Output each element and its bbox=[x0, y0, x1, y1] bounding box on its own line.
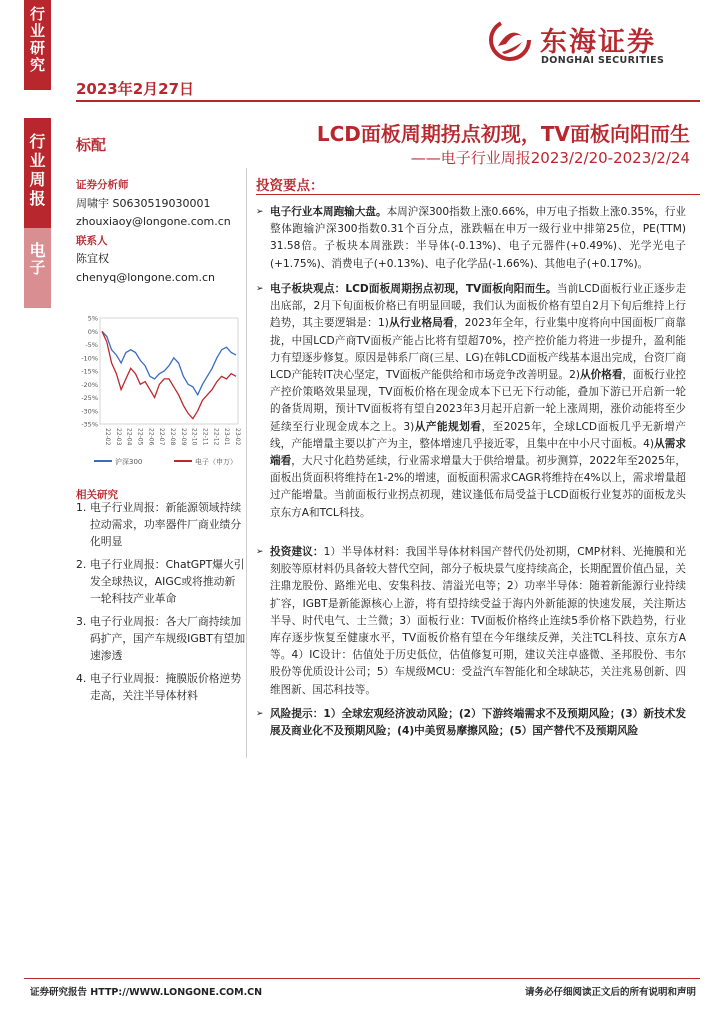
category-tag-text: 行业研究 bbox=[29, 5, 45, 74]
sector-view-body-1: 当前LCD面板行业正逐步走出底部，2月下旬面板价格已有明显回暖，我们认为面板价格有望自2月下旬后维持上行趋势，其主要逻辑是：1) bbox=[270, 283, 686, 330]
footer-disclaimer: 请务必仔细阅读正文后的所有说明和声明 bbox=[524, 987, 696, 998]
sector-view-body-3: ，面板行业控产控价策略效果显现，TV面板价格在现金成本下已无下行动能，叠加下游已开启新一轮的备货周期，预计TV面板将有望自2023年3月起开启新一轮上涨周期，涨价动能将至少延续至行业现金成本之上。3) bbox=[270, 369, 687, 433]
related-research-item[interactable] bbox=[76, 556, 246, 607]
sector-view-body-4: ，至2025年，全球LCD面板几乎无新增产线，产能增量主要以扩产为主，整体增速几乎接近零，且集中在中小尺寸面板。4) bbox=[270, 420, 687, 450]
contact-label: 联系人 bbox=[76, 234, 108, 247]
sector-view-head: 电子板块观点：LCD面板周期拐点初现，TV面板向阳而生。 bbox=[270, 283, 557, 295]
weekly-review-paragraph bbox=[256, 204, 686, 273]
y-tick-label: -25% bbox=[81, 394, 98, 402]
footer-divider bbox=[24, 978, 700, 979]
related-research-title: 相关研究 bbox=[76, 489, 118, 501]
related-research-item[interactable] bbox=[76, 499, 246, 550]
bullet-icon: ➢ bbox=[256, 207, 264, 217]
y-tick-label: -15% bbox=[81, 367, 98, 376]
x-tick-label: 22-10 bbox=[190, 428, 198, 446]
contact-name: 陈宜权 bbox=[76, 252, 109, 265]
advice-body: 1）半导体材料：我国半导体材料国产替代仍处初期，CMP材料、光掩膜和光刻胶等原材料仍具备较大替代空间，部分子板块景气度持续高企，长期配置价值凸显，关注鼎龙股份、路维光电、安集科技、清溢光电等；2）功率半导体：随着新能源行业持续扩容，IGBT是新能源核心上游，将有望持续受益于海内外新能源的快速发展，关注斯达半导、时代电气、士兰微；3）面板行业：TV面板价格终止连续5季价格下跌趋势，行业库存逐步恢复至健康水平，TV面板价格有望在今年继续反弹，关注TCL科技、京东方A等。4）IC设计：估值处于历史低位，估值修复可期，建议关注卓盛微、圣邦股份、韦尔股份等优质设计公司；5）车规级MCU：受益汽车智能化和全球缺芯，关注兆易创新、四维图新、国芯科技等。 bbox=[270, 546, 686, 696]
header-divider bbox=[76, 100, 700, 102]
column-divider bbox=[246, 168, 247, 758]
risk-body: 1）全球宏观经济波动风险；(2）下游终端需求不及预期风险；(3）新技术发展及商业化不及预期风险；(4)中美贸易摩擦风险；(5）国产替代不及预期风险 bbox=[270, 708, 687, 738]
weekly-review-head: 电子行业本周跑输大盘。 bbox=[270, 206, 387, 218]
sector-view-b1: 从行业格局看 bbox=[388, 317, 454, 330]
legend-label: 电子（申万） bbox=[195, 458, 237, 466]
x-tick-label: 22-02 bbox=[104, 428, 111, 446]
rating-label: 标配 bbox=[76, 136, 107, 154]
logo-cn-text: 东海证券 bbox=[540, 27, 656, 58]
x-tick-label: 22-04 bbox=[125, 428, 133, 446]
analyst-label: 证券分析师 bbox=[76, 179, 129, 191]
key-points-heading: 投资要点： bbox=[256, 178, 324, 194]
risk-head: 风险提示： bbox=[270, 708, 324, 720]
key-points-divider bbox=[256, 194, 700, 195]
sector-tag-text: 电子 bbox=[29, 241, 46, 277]
x-tick-label: 22-12 bbox=[212, 428, 220, 446]
legend-label: 沪深300 bbox=[115, 458, 143, 466]
y-tick-label: 0% bbox=[87, 327, 98, 336]
contact-email[interactable]: chenyq@longone.com.cn bbox=[76, 270, 215, 284]
chart-frame bbox=[100, 318, 238, 424]
report-type-tag bbox=[24, 118, 51, 228]
related-item-number: 3. bbox=[76, 615, 87, 628]
analyst-email[interactable]: zhouxiaoy@longone.com.cn bbox=[76, 215, 231, 228]
x-tick-label: 22-07 bbox=[158, 428, 166, 446]
bullet-icon: ➢ bbox=[256, 709, 264, 719]
related-research-item[interactable] bbox=[76, 670, 246, 704]
x-tick-label: 23-01 bbox=[223, 428, 231, 446]
related-item-text: 电子行业周报：各大厂商持续加码扩产，国产车规级IGBT有望加速渗透 bbox=[90, 615, 246, 662]
x-tick-label: 22-03 bbox=[114, 428, 122, 446]
analyst-name: 周啸宇 S0630519030001 bbox=[76, 196, 211, 210]
related-research-list bbox=[76, 499, 246, 710]
x-tick-label: 22-09 bbox=[179, 428, 187, 446]
sector-view-b2: 从价格看 bbox=[580, 369, 623, 382]
risk-paragraph bbox=[256, 706, 686, 740]
donghai-logo-icon bbox=[488, 18, 532, 62]
report-subtitle: ——电子行业周报2023/2/20-2023/2/24 bbox=[410, 149, 690, 167]
advice-head: 投资建议： bbox=[270, 546, 324, 558]
category-tag bbox=[24, 0, 51, 90]
related-item-text: 电子行业周报：ChatGPT爆火引发全球热议，AIGC或将推动新一轮科技产业革命 bbox=[90, 558, 245, 605]
sector-tag bbox=[24, 228, 51, 308]
weekly-review-body: 本周沪深300指数上涨0.66%，申万电子指数上涨0.35%，行业整体跑输沪深300指数0.31个百分点，涨跌幅在申万一级行业中排第25位，PE(TTM) 31.58倍。子板块本周涨跌：半导体(-0.13%)、电子元器件(+0.49%)、光学光电子(+1.75%)、消费电子(+0.13%)、电子化学品(-1.66%)、其他电子(+0.17%)。 bbox=[270, 206, 687, 270]
bullet-icon: ➢ bbox=[256, 284, 264, 294]
y-tick-label: -35% bbox=[81, 420, 98, 429]
analyst-block bbox=[76, 176, 246, 287]
logo-en-text: DONGHAI SECURITIES bbox=[541, 55, 665, 66]
sector-view-paragraph bbox=[256, 281, 686, 522]
series-line-electronics bbox=[102, 331, 236, 418]
y-tick-label: -5% bbox=[85, 341, 98, 349]
performance-chart bbox=[78, 312, 244, 472]
y-tick-label: 5% bbox=[87, 314, 98, 323]
related-item-number: 1. bbox=[76, 501, 87, 514]
footer-left[interactable]: 证券研究报告 HTTP://WWW.LONGONE.COM.CN bbox=[30, 987, 263, 998]
sector-view-b3: 从产能规划看 bbox=[414, 420, 482, 433]
related-item-text: 电子行业周报：掩膜版价格逆势走高，关注半导体材料 bbox=[90, 672, 242, 702]
y-tick-label: -30% bbox=[81, 407, 98, 416]
report-date: 2023年2月27日 bbox=[76, 80, 195, 98]
sector-view-body-5: ，大尺寸化趋势延续，行业需求增量大于供给增量。初步测算，2022年至2025年，面板出货面积将维持在1-2%的增速，面板面积需求CAGR将维持在4%以上，需求增量超过产能增量。当前面板行业拐点初现，建议逢低布局受益于LCD面板行业复苏的面板龙头京东方A和TCL科技。 bbox=[270, 455, 686, 519]
y-tick-label: -20% bbox=[81, 380, 98, 389]
report-type-tag-text: 行业周报 bbox=[29, 132, 46, 208]
x-tick-label: 22-05 bbox=[136, 428, 144, 446]
related-item-number: 2. bbox=[76, 558, 87, 571]
related-item-number: 4. bbox=[76, 672, 87, 685]
related-item-text: 电子行业周报：新能源领域持续拉动需求，功率器件厂商业绩分化明显 bbox=[90, 501, 242, 548]
series-line-hs300 bbox=[102, 331, 236, 395]
sector-view-b4: 从需求端看 bbox=[270, 437, 686, 468]
x-tick-label: 22-06 bbox=[147, 428, 155, 446]
x-tick-label: 22-08 bbox=[169, 428, 176, 446]
x-tick-label: 22-11 bbox=[201, 428, 209, 446]
y-tick-label: -10% bbox=[81, 354, 98, 363]
report-title: LCD面板周期拐点初现，TV面板向阳而生 bbox=[316, 122, 690, 146]
bullet-icon: ➢ bbox=[256, 547, 264, 557]
investment-advice-paragraph bbox=[256, 544, 686, 699]
sector-view-body-2: ，2023年全年，行业集中度将向中国面板厂商靠拢，中国LCD产商TV面板产能占比将有望超70%，控产控价能力将进一步提升，盈利能力有望逐步修复。原因是韩系厂商(三星、LG)在韩LCD面板产线基本退出完成，台资厂商LCD产能转IT决心坚定，TV面板产能供给和市场竞争改善明显。2) bbox=[270, 317, 686, 382]
related-research-item[interactable] bbox=[76, 613, 246, 664]
x-tick-label: 23-02 bbox=[234, 428, 241, 446]
